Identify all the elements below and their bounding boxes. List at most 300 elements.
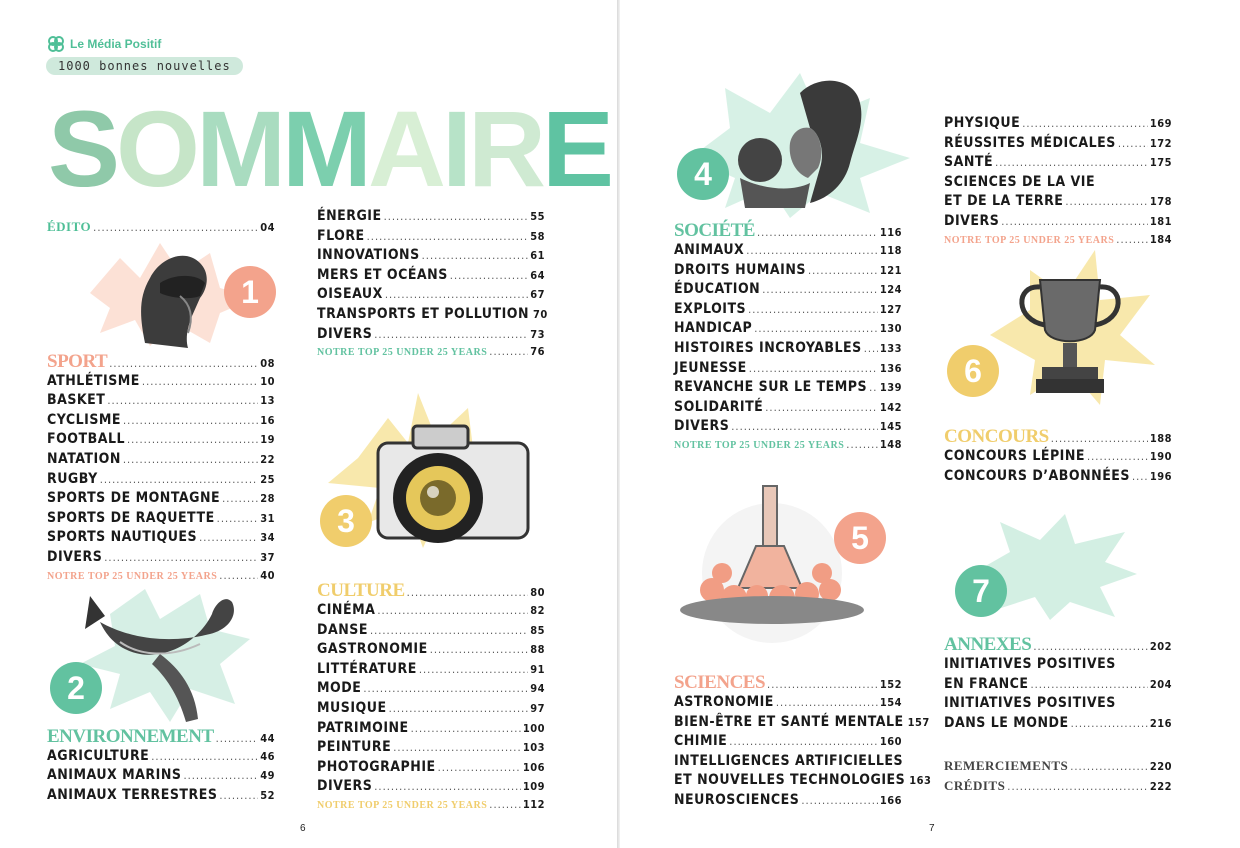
dot-leader [489, 345, 528, 358]
toc-entry-label: PHOTOGRAPHIE [317, 758, 436, 775]
toc-entry-label: INITIATIVES POSITIVES [944, 656, 1116, 672]
toc-entry-label: CYCLISME [47, 411, 122, 428]
toc-entry[interactable] [944, 448, 1172, 468]
toc-entry[interactable] [944, 174, 1172, 194]
toc-page-number: 157 [907, 715, 930, 729]
toc-page-number: 118 [879, 244, 902, 257]
toc-page-number: 145 [879, 420, 902, 434]
toc-entry[interactable] [317, 305, 548, 326]
toc-entry-label: CONCOURS [944, 426, 1049, 447]
toc-entry[interactable] [317, 228, 545, 248]
toc-entry[interactable] [317, 286, 545, 306]
dot-leader [1071, 717, 1148, 730]
toc-entry[interactable] [317, 622, 545, 642]
toc-entry[interactable] [674, 418, 902, 438]
chapter-1-badge: ✿ 1 [224, 266, 276, 318]
toc-entry-label: CHIMIE [674, 733, 728, 750]
toc-page-number: 49 [260, 769, 275, 783]
toc-entry-label: PHYSIQUE [944, 115, 1021, 131]
chapter-5-badge: ✿ 5 [834, 512, 886, 564]
toc-page-number: 46 [260, 749, 275, 763]
toc-entry[interactable] [674, 281, 902, 301]
toc-page-number: 31 [260, 511, 275, 525]
toc-section-heading[interactable] [47, 726, 275, 748]
toc-entry-label: ASTRONOMIE [674, 694, 774, 710]
toc-page-number: 169 [1149, 117, 1172, 130]
toc-page-number: 166 [879, 793, 902, 807]
toc-entry-label: NOTRE TOP 25 UNDER 25 YEARS [317, 347, 488, 359]
dot-leader [731, 420, 878, 433]
toc-top25-entry[interactable] [317, 798, 545, 815]
toc-entry-label: NOTRE TOP 25 UNDER 25 YEARS [317, 799, 488, 811]
dot-leader [746, 244, 878, 257]
toc-entry-label: FOOTBALL [47, 431, 126, 448]
chapter-3-badge: ✿ 3 [320, 495, 372, 547]
dot-leader [1001, 215, 1148, 228]
toc-entry[interactable] [47, 412, 275, 432]
dot-leader [1033, 640, 1148, 653]
dot-leader [864, 342, 878, 355]
toc-page-number: 88 [530, 643, 545, 657]
dot-leader [1070, 760, 1148, 773]
title-letter: M [282, 88, 368, 209]
toc-page-number: 204 [1149, 677, 1172, 691]
toc-entry-label: ANNEXES [944, 634, 1032, 655]
toc-entry[interactable] [944, 115, 1172, 135]
toc-entry[interactable] [317, 641, 545, 661]
toc-column-2-top [317, 208, 548, 362]
dot-leader [411, 722, 521, 735]
dot-leader [995, 156, 1148, 169]
toc-entry[interactable] [317, 700, 545, 720]
toc-entry[interactable] [944, 778, 1172, 798]
dot-leader [869, 381, 878, 394]
toc-column-3-top [674, 220, 902, 455]
toc-entry-label: CINÉMA [317, 602, 376, 618]
toc-entry[interactable] [47, 490, 275, 510]
toc-entry-label: MODE [317, 680, 362, 697]
dot-leader [450, 269, 528, 282]
toc-entry-label: REVANCHE SUR LE TEMPS [674, 379, 868, 396]
toc-page-number: 85 [530, 623, 545, 637]
toc-entry[interactable] [944, 656, 1172, 676]
toc-entry[interactable] [317, 778, 545, 798]
toc-page-number: 202 [1149, 640, 1172, 653]
toc-entry[interactable] [944, 193, 1172, 213]
toc-entry[interactable] [47, 373, 275, 393]
right-page [620, 0, 1240, 848]
dot-leader [384, 210, 529, 223]
toc-page-number: 82 [530, 604, 545, 617]
toc-entry-label: CULTURE [317, 580, 405, 601]
toc-entry[interactable] [317, 759, 545, 779]
toc-entry[interactable] [674, 242, 902, 262]
toc-entry-label: ET NOUVELLES TECHNOLOGIES [674, 772, 906, 789]
toc-page-number: 154 [879, 696, 902, 709]
toc-page-number: 73 [530, 327, 545, 341]
toc-entry-label: SPORT [47, 350, 108, 372]
clover-icon: ✿ [218, 260, 232, 277]
toc-entry[interactable] [944, 758, 1172, 778]
dot-leader [422, 249, 529, 262]
toc-entry-label: LITTÉRATURE [317, 660, 417, 677]
title-letter: I [442, 88, 469, 209]
toc-page-number: 97 [530, 701, 545, 715]
toc-page-number: 121 [879, 263, 902, 277]
clover-icon: ✿ [941, 339, 955, 356]
toc-page-number: 19 [260, 433, 275, 447]
dot-leader [216, 732, 259, 745]
dot-leader [389, 702, 529, 715]
title-letter: S [48, 88, 117, 209]
dot-leader [367, 230, 529, 243]
dot-leader [377, 604, 528, 617]
toc-entry-label: ANIMAUX [674, 242, 745, 258]
toc-entry-label: PEINTURE [317, 739, 392, 756]
dot-leader [1118, 137, 1148, 150]
toc-entry[interactable] [674, 772, 932, 792]
toc-entry[interactable] [674, 733, 902, 753]
toc-entry[interactable] [674, 379, 902, 399]
title-letter: R [468, 88, 543, 209]
dot-leader [438, 761, 521, 774]
toc-entry[interactable] [47, 787, 275, 807]
toc-entry-label: JEUNESSE [674, 359, 747, 376]
toc-entry-label: INITIATIVES POSITIVES [944, 695, 1116, 712]
dot-leader [765, 401, 878, 414]
toc-entry[interactable] [674, 694, 902, 714]
toc-entry[interactable] [317, 602, 545, 622]
toc-page-number: 25 [260, 472, 275, 486]
toc-page-number: 28 [260, 492, 275, 506]
dot-leader [109, 357, 258, 370]
toc-page-number: 80 [530, 586, 545, 599]
toc-entry-label: DIVERS [317, 325, 373, 342]
toc-entry-label: HISTOIRES INCROYABLES [674, 339, 862, 356]
dot-leader [123, 414, 258, 427]
toc-page-number: 175 [1149, 156, 1172, 170]
clover-icon: ✿ [828, 506, 842, 523]
toc-page-number: 109 [522, 780, 545, 794]
toc-entry[interactable] [674, 301, 902, 321]
toc-entry[interactable] [47, 392, 275, 412]
toc-page-number: 37 [260, 550, 275, 564]
dot-leader [385, 288, 528, 301]
dot-leader [219, 569, 258, 582]
toc-entry-label: SPORTS DE RAQUETTE [47, 509, 215, 526]
toc-entry[interactable] [674, 399, 902, 419]
toc-column-4-top [944, 115, 1172, 250]
science-bowl-illustration [672, 478, 872, 648]
toc-entry[interactable] [944, 213, 1172, 233]
brand-header [46, 34, 243, 75]
toc-entry-label: NEUROSCIENCES [674, 791, 800, 808]
title-letter: A [368, 88, 442, 209]
toc-entry-label: NOTRE TOP 25 UNDER 25 YEARS [944, 234, 1115, 246]
toc-entry-label: PATRIMOINE [317, 719, 409, 736]
title-letter: O [116, 88, 197, 209]
toc-entry-label: RUGBY [47, 470, 98, 487]
toc-page-number: 133 [879, 341, 902, 355]
toc-page-number: 148 [879, 437, 902, 451]
dot-leader [767, 678, 878, 691]
toc-entry[interactable] [317, 326, 545, 346]
toc-page-number: 160 [879, 735, 902, 749]
clover-icon: ✿ [949, 559, 963, 576]
clover-logo-icon [46, 34, 66, 54]
toc-page-number: 172 [1149, 136, 1172, 150]
toc-page-number: 142 [879, 400, 902, 414]
toc-column-4-end [944, 758, 1172, 797]
toc-top25-entry[interactable] [944, 233, 1172, 250]
brand-line [46, 34, 243, 54]
toc-page-number: 13 [260, 394, 275, 408]
toc-entry-label: DIVERS [674, 418, 730, 435]
dot-leader [762, 283, 878, 296]
toc-page-number: 58 [530, 229, 545, 243]
toc-entry-label: SPORTS NAUTIQUES [47, 529, 198, 546]
toc-column-3-bottom [674, 672, 932, 812]
toc-page-number: 220 [1149, 760, 1172, 773]
toc-page-number: 152 [879, 678, 902, 691]
toc-page-number: 216 [1149, 716, 1172, 730]
page-title [48, 88, 611, 209]
toc-entry[interactable] [944, 715, 1172, 735]
dot-leader [1065, 195, 1147, 208]
toc-entry[interactable] [674, 320, 902, 340]
toc-entry-label: MERS ET OCÉANS [317, 266, 448, 283]
toc-entry-label: ÉNERGIE [317, 208, 382, 224]
dot-leader [757, 226, 878, 239]
toc-page-number: 16 [260, 413, 275, 427]
clover-icon: ✿ [671, 142, 685, 159]
toc-entry[interactable] [674, 792, 902, 812]
toc-entry-label: GASTRONOMIE [317, 641, 428, 658]
toc-page-number: 112 [522, 797, 545, 811]
toc-entry-label: SOCIÉTÉ [674, 220, 755, 241]
toc-page-number: 100 [522, 721, 545, 735]
toc-page-number: 222 [1149, 779, 1172, 793]
chapter-4-badge: ✿ 4 [677, 148, 729, 200]
toc-entry-label: SPORTS DE MONTAGNE [47, 490, 221, 507]
dot-leader [1051, 432, 1148, 445]
toc-page-number: 190 [1149, 450, 1172, 463]
toc-entry[interactable] [944, 468, 1172, 488]
toc-page-number: 08 [260, 356, 275, 370]
dot-leader [749, 362, 878, 375]
dot-leader [393, 741, 521, 754]
dot-leader [1132, 470, 1148, 483]
toc-page-number: 136 [879, 361, 902, 375]
dot-leader [1022, 117, 1148, 130]
dot-leader [199, 531, 258, 544]
clover-icon: ✿ [314, 489, 328, 506]
toc-entry[interactable] [317, 661, 545, 681]
dot-leader [370, 624, 528, 637]
toc-page-number: 52 [260, 788, 275, 802]
clover-icon: ✿ [44, 656, 58, 673]
toc-entry[interactable] [317, 267, 545, 287]
dot-leader [808, 264, 878, 277]
dot-leader [217, 512, 259, 525]
dot-leader [123, 453, 258, 466]
toc-column-2-bottom [317, 580, 545, 815]
toc-entry-label: MUSIQUE [317, 699, 387, 716]
chapter-7-badge: ✿ 7 [955, 565, 1007, 617]
toc-entry-label: ENVIRONNEMENT [47, 725, 214, 747]
toc-entry[interactable] [47, 549, 275, 569]
toc-page-number: 184 [1149, 232, 1172, 246]
toc-section-heading[interactable] [944, 426, 1172, 448]
dot-leader [1087, 450, 1148, 463]
toc-entry[interactable] [674, 360, 902, 380]
toc-page-number: 61 [530, 249, 545, 263]
toc-page-number: 106 [522, 760, 545, 774]
toc-entry[interactable] [47, 529, 275, 549]
toc-entry-label: ANIMAUX MARINS [47, 767, 182, 784]
toc-entry[interactable] [47, 451, 275, 471]
dot-leader [219, 789, 258, 802]
toc-entry[interactable] [317, 720, 545, 740]
dot-leader [1030, 678, 1147, 691]
toc-section-heading[interactable] [674, 220, 902, 242]
dot-leader [489, 798, 521, 811]
left-page [0, 0, 618, 848]
toc-page-number: 70 [533, 307, 548, 321]
toc-entry[interactable] [944, 695, 1172, 715]
toc-entry-label: TRANSPORTS ET POLLUTION [317, 305, 530, 322]
chapter-2-badge: ✿ 2 [50, 662, 102, 714]
toc-entry-label: REMERCIEMENTS [944, 758, 1069, 773]
toc-entry[interactable] [674, 340, 902, 360]
toc-page-number: 163 [909, 774, 932, 788]
dot-leader [801, 794, 877, 807]
toc-entry[interactable] [944, 154, 1172, 174]
toc-entry-label: AGRICULTURE [47, 747, 150, 764]
toc-page-number: 04 [260, 221, 275, 234]
dot-leader [407, 586, 529, 599]
toc-entry[interactable] [47, 748, 275, 768]
dot-leader [183, 769, 258, 782]
toc-entry-label: ÉDITO [47, 219, 92, 234]
dot-leader [100, 473, 259, 486]
toc-section-heading[interactable] [317, 580, 545, 602]
toc-entry-label: SOLIDARITÉ [674, 398, 764, 415]
toc-page-number: 116 [879, 226, 902, 239]
toc-top25-entry[interactable] [317, 345, 545, 362]
toc-page-number: 76 [530, 345, 545, 359]
toc-entry-label: NATATION [47, 450, 121, 467]
toc-page-number: 34 [260, 531, 275, 545]
toc-entry-label: CRÉDITS [944, 777, 1006, 793]
toc-page-number: 196 [1149, 469, 1172, 483]
toc-entry[interactable] [317, 208, 545, 228]
toc-entry-label: CONCOURS LÉPINE [944, 448, 1086, 464]
dot-leader [374, 780, 521, 793]
toc-entry-label: EXPLOITS [674, 300, 747, 317]
toc-entry[interactable] [317, 739, 545, 759]
toc-entry[interactable] [47, 219, 275, 239]
toc-entry-label: EN FRANCE [944, 675, 1029, 692]
toc-entry[interactable] [944, 135, 1172, 155]
toc-page-number: 91 [530, 662, 545, 676]
toc-page-number: 103 [522, 741, 545, 755]
toc-entry[interactable] [47, 431, 275, 451]
toc-section-heading[interactable] [944, 634, 1172, 656]
dot-leader [151, 750, 258, 763]
dot-leader [107, 394, 258, 407]
toc-page-number: 64 [530, 268, 545, 282]
toc-entry-label: NOTRE TOP 25 UNDER 25 YEARS [47, 570, 218, 582]
toc-page-number: 44 [260, 731, 275, 745]
toc-entry-label: DIVERS [47, 548, 103, 565]
toc-page-number: 130 [879, 322, 902, 336]
page-number-left: 6 [300, 823, 306, 834]
toc-entry-label: SCIENCES DE LA VIE [944, 173, 1096, 190]
toc-page-number: 10 [260, 374, 275, 388]
toc-entry[interactable] [674, 753, 902, 773]
toc-entry[interactable] [674, 262, 902, 282]
toc-top25-entry[interactable] [47, 569, 275, 586]
toc-entry-label: DANSE [317, 621, 368, 638]
toc-entry-label: BIEN-ÊTRE ET SANTÉ MENTALE [674, 713, 904, 730]
dot-leader [748, 303, 878, 316]
toc-entry[interactable] [47, 767, 275, 787]
toc-entry-label: INTELLIGENCES ARTIFICIELLES [674, 752, 904, 769]
toc-entry-label: HANDICAP [674, 320, 753, 337]
toc-entry-label: DROITS HUMAINS [674, 261, 806, 278]
dot-leader [729, 735, 878, 748]
toc-entry[interactable] [317, 247, 545, 267]
toc-entry-label: ÉDUCATION [674, 281, 761, 298]
toc-entry-label: INNOVATIONS [317, 247, 420, 264]
toc-entry[interactable] [47, 510, 275, 530]
dot-leader [419, 663, 528, 676]
toc-section-heading[interactable] [47, 351, 275, 373]
toc-page-number: 67 [530, 288, 545, 302]
toc-entry-label: SCIENCES [674, 672, 766, 693]
dot-leader [1116, 233, 1148, 246]
toc-page-number: 181 [1149, 214, 1172, 228]
toc-entry-label: DIVERS [317, 778, 373, 795]
toc-entry-label: OISEAUX [317, 286, 383, 303]
toc-entry[interactable] [944, 676, 1172, 696]
toc-top25-entry[interactable] [674, 438, 902, 455]
toc-entry-label: RÉUSSITES MÉDICALES [944, 134, 1116, 151]
toc-entry-label: DANS LE MONDE [944, 714, 1069, 731]
toc-column-4-middle [944, 426, 1172, 487]
toc-entry-label: FLORE [317, 227, 365, 244]
toc-entry[interactable] [674, 713, 930, 734]
toc-entry-label: SANTÉ [944, 154, 994, 171]
toc-entry-label: NOTRE TOP 25 UNDER 25 YEARS [674, 439, 845, 451]
toc-page-number: 188 [1149, 432, 1172, 445]
toc-page-number: 124 [879, 283, 902, 297]
dot-leader [142, 375, 258, 388]
title-letter: M [196, 88, 283, 209]
dot-leader [1007, 780, 1148, 793]
toc-entry[interactable] [317, 680, 545, 700]
toc-page-number: 94 [530, 682, 545, 696]
dot-leader [374, 328, 528, 341]
toc-entry[interactable] [47, 471, 275, 491]
toc-section-heading[interactable] [674, 672, 902, 694]
dot-leader [127, 433, 258, 446]
toc-page-number: 139 [879, 381, 902, 395]
title-letter: E [542, 88, 611, 209]
dot-leader [776, 696, 878, 709]
toc-page-number: 178 [1149, 195, 1172, 209]
